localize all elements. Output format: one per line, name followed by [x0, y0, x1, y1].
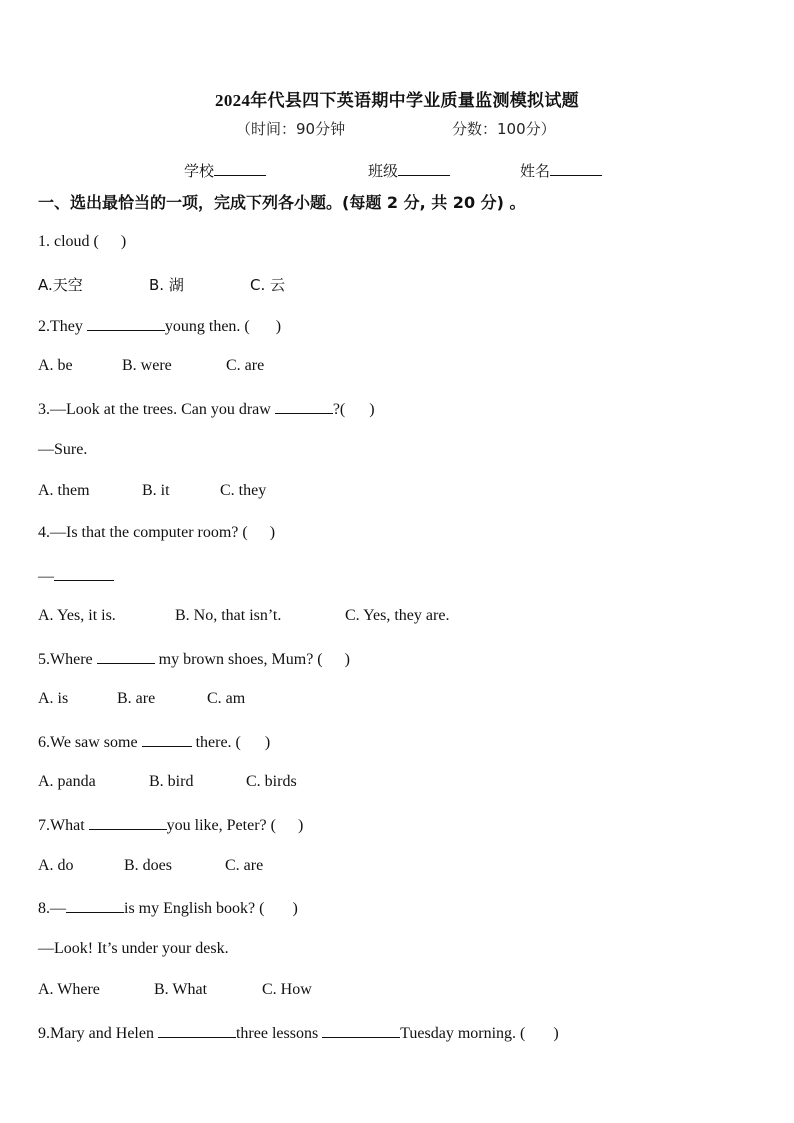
- exam-score: 分数：100分）: [452, 120, 556, 138]
- q2-option-a[interactable]: A. be: [38, 357, 73, 374]
- q3-options: [38, 482, 266, 500]
- q4-prompt: 4.—Is that the computer room? (: [38, 524, 248, 541]
- q4-option-c[interactable]: C. Yes, they are.: [345, 607, 450, 624]
- q6-option-b[interactable]: B. bird: [149, 773, 194, 790]
- q5-option-b[interactable]: B. are: [117, 690, 156, 707]
- q7-prompt-tail: you like, Peter? (: [166, 817, 276, 834]
- question-1: [38, 233, 126, 251]
- question-5: [38, 649, 350, 669]
- q2-option-c[interactable]: C. are: [226, 357, 265, 374]
- q6-prompt: 6.We saw some: [38, 734, 142, 751]
- q6-options: [38, 773, 297, 791]
- school-label: 学校: [184, 162, 215, 180]
- q3-reply: —Sure.: [38, 441, 88, 458]
- q9-prompt: 9.Mary and Helen: [38, 1025, 158, 1042]
- question-4: [38, 524, 275, 542]
- q5-option-a[interactable]: A. is: [38, 690, 69, 707]
- q8-blank[interactable]: [66, 898, 124, 913]
- q7-paren-close: ): [297, 817, 304, 834]
- q7-option-c[interactable]: C. are: [225, 857, 264, 874]
- q8-option-b[interactable]: B. What: [154, 981, 208, 998]
- q2-paren-close: ): [275, 318, 282, 335]
- exam-title: 2024年代县四下英语期中学业质量监测模拟试题: [215, 91, 579, 110]
- q3-prompt: 3.—Look at the trees. Can you draw: [38, 401, 275, 418]
- q4-paren-close: ): [269, 524, 276, 541]
- q5-prompt-tail: my brown shoes, Mum? (: [154, 651, 323, 668]
- q1-prompt: 1. cloud (: [38, 233, 99, 250]
- class-field: [368, 160, 450, 181]
- q6-option-c[interactable]: C. birds: [246, 773, 297, 790]
- q6-blank[interactable]: [142, 732, 192, 747]
- q4-blank[interactable]: [54, 566, 114, 581]
- q2-blank[interactable]: [87, 316, 165, 331]
- q2-prompt-tail: young then. (: [164, 318, 250, 335]
- q5-options: [38, 690, 245, 708]
- q1-option-b[interactable]: B. 湖: [149, 276, 184, 294]
- class-blank[interactable]: [398, 161, 450, 176]
- exam-time: （时间：90分钟: [236, 120, 346, 138]
- q7-option-b[interactable]: B. does: [124, 857, 172, 874]
- q5-option-c[interactable]: C. am: [207, 690, 246, 707]
- question-9: [38, 1023, 559, 1043]
- q3-blank[interactable]: [275, 399, 333, 414]
- school-field: [184, 160, 266, 181]
- q3-option-b[interactable]: B. it: [142, 482, 170, 499]
- q6-paren-close: ): [264, 734, 271, 751]
- q4-reply-dash: —: [38, 568, 54, 585]
- class-label: 班级: [368, 162, 399, 180]
- q7-options: [38, 857, 263, 875]
- q7-blank[interactable]: [89, 815, 167, 830]
- q2-prompt: 2.They: [38, 318, 87, 335]
- q6-option-a[interactable]: A. panda: [38, 773, 96, 790]
- q8-options: [38, 981, 312, 999]
- q8-reply: —Look! It’s under your desk.: [38, 940, 229, 957]
- q5-paren-close: ): [344, 651, 350, 668]
- q1-option-a[interactable]: A.天空: [38, 276, 83, 294]
- q8-option-a[interactable]: A. Where: [38, 981, 100, 998]
- q7-option-a[interactable]: A. do: [38, 857, 74, 874]
- q5-prompt: 5.Where: [38, 651, 97, 668]
- question-2: [38, 316, 281, 336]
- q9-prompt-tail: Tuesday morning. (: [400, 1025, 526, 1042]
- q3-option-c[interactable]: C. they: [220, 482, 267, 499]
- q8-option-c[interactable]: C. How: [262, 981, 312, 998]
- q9-blank-1[interactable]: [158, 1023, 236, 1038]
- school-blank[interactable]: [214, 161, 266, 176]
- q8-paren-close: ): [292, 900, 298, 917]
- q2-options: [38, 357, 264, 375]
- q4-reply: [38, 566, 114, 586]
- q3-paren-close: ): [369, 401, 375, 418]
- q2-option-b[interactable]: B. were: [122, 357, 172, 374]
- q8-prompt: 8.—: [38, 900, 66, 917]
- q3-prompt-tail: ?(: [332, 401, 346, 418]
- name-label: 姓名: [520, 162, 551, 180]
- name-blank[interactable]: [550, 161, 602, 176]
- q9-blank-2[interactable]: [322, 1023, 400, 1038]
- question-3: [38, 399, 375, 419]
- question-7: [38, 815, 303, 835]
- q6-prompt-tail: there. (: [191, 734, 241, 751]
- question-8: [38, 898, 298, 918]
- q7-prompt: 7.What: [38, 817, 89, 834]
- q1-options: [38, 274, 285, 295]
- q4-options: [38, 607, 449, 625]
- q9-paren-close: ): [553, 1025, 559, 1042]
- q1-option-c[interactable]: C. 云: [250, 276, 286, 294]
- name-field: [520, 160, 602, 181]
- q3-option-a[interactable]: A. them: [38, 482, 90, 499]
- question-6: [38, 732, 270, 752]
- section-heading: 一、选出最恰当的一项，完成下列各小题。(每题 2 分, 共 20 分) 。: [38, 193, 526, 212]
- q9-prompt-mid: three lessons: [235, 1025, 323, 1042]
- q1-paren-close: ): [120, 233, 127, 250]
- q5-blank[interactable]: [97, 649, 155, 664]
- q8-prompt-tail: is my English book? (: [124, 900, 265, 917]
- q4-option-a[interactable]: A. Yes, it is.: [38, 607, 116, 624]
- q4-option-b[interactable]: B. No, that isn’t.: [175, 607, 282, 624]
